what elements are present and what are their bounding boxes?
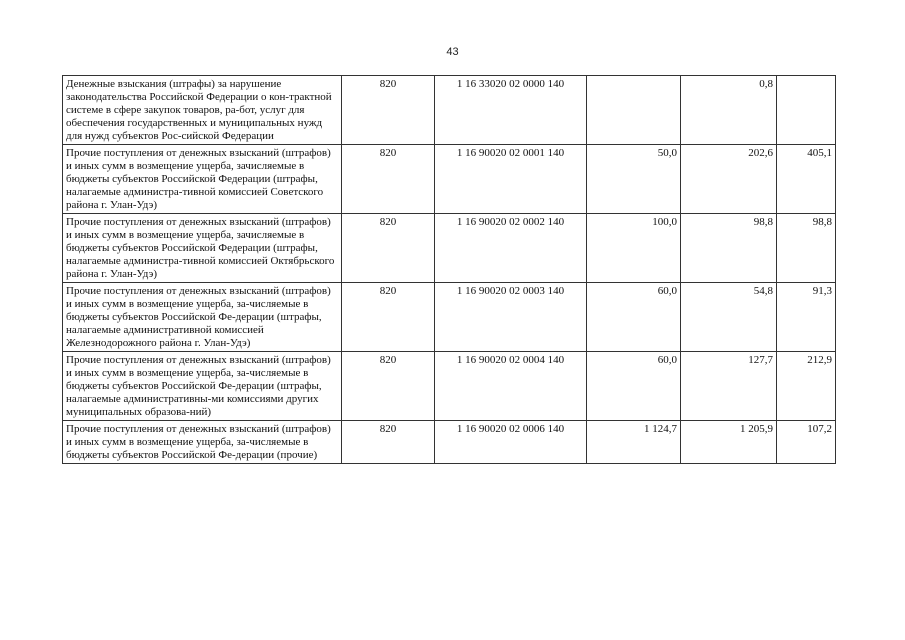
- table-row: [63, 352, 836, 421]
- budget-revenue-table: [62, 75, 836, 464]
- administrator-code-cell: 820: [342, 421, 435, 464]
- revenue-name-cell: Прочие поступления от денежных взысканий (штрафов) и иных сумм в возмещение ущерба, за-числяемые в бюджеты субъектов Российской Фе-дерации (штрафы, налагаемые административной комиссией Железнодорожного района г. Улан-Удэ): [63, 283, 342, 352]
- table-row: [63, 283, 836, 352]
- table-row: [63, 76, 836, 145]
- budget-classification-code-cell: 1 16 90020 02 0006 140: [435, 421, 587, 464]
- budget-classification-code-cell: 1 16 90020 02 0002 140: [435, 214, 587, 283]
- value-3-cell: 107,2: [777, 421, 836, 464]
- budget-classification-code-cell: 1 16 90020 02 0001 140: [435, 145, 587, 214]
- budget-classification-code-cell: 1 16 33020 02 0000 140: [435, 76, 587, 145]
- value-3-cell: 98,8: [777, 214, 836, 283]
- value-3-cell: 405,1: [777, 145, 836, 214]
- value-1-cell: 60,0: [587, 283, 681, 352]
- administrator-code-cell: 820: [342, 283, 435, 352]
- revenue-name-cell: Денежные взыскания (штрафы) за нарушение законодательства Российской Федерации о кон-трактной системе в сфере закупок товаров, ра-бот, услуг для обеспечения государственных и муниципальных нужд для нужд субъектов Рос-сийской Федерации: [63, 76, 342, 145]
- value-1-cell: 1 124,7: [587, 421, 681, 464]
- administrator-code-cell: 820: [342, 145, 435, 214]
- value-2-cell: 202,6: [681, 145, 777, 214]
- value-3-cell: 212,9: [777, 352, 836, 421]
- budget-classification-code-cell: 1 16 90020 02 0003 140: [435, 283, 587, 352]
- administrator-code-cell: 820: [342, 214, 435, 283]
- page-number: 43: [446, 46, 459, 58]
- value-2-cell: 54,8: [681, 283, 777, 352]
- administrator-code-cell: 820: [342, 352, 435, 421]
- value-1-cell: [587, 76, 681, 145]
- value-3-cell: 91,3: [777, 283, 836, 352]
- value-1-cell: 60,0: [587, 352, 681, 421]
- value-1-cell: 100,0: [587, 214, 681, 283]
- revenue-name-cell: Прочие поступления от денежных взысканий (штрафов) и иных сумм в возмещение ущерба, за-числяемые в бюджеты субъектов Российской Фе-дерации (штрафы, налагаемые административны-ми комиссиями других муниципальных образова-ний): [63, 352, 342, 421]
- table-row: [63, 214, 836, 283]
- revenue-name-cell: Прочие поступления от денежных взысканий (штрафов) и иных сумм в возмещение ущерба, за-числяемые в бюджеты субъектов Российской Фе-дерации (прочие): [63, 421, 342, 464]
- revenue-name-cell: Прочие поступления от денежных взысканий (штрафов) и иных сумм в возмещение ущерба, зачисляемые в бюджеты субъектов Российской Федерации (штрафы, налагаемые администра-тивной комиссией Советского района г. Улан-Удэ): [63, 145, 342, 214]
- value-2-cell: 98,8: [681, 214, 777, 283]
- value-1-cell: 50,0: [587, 145, 681, 214]
- table-row: [63, 145, 836, 214]
- value-3-cell: [777, 76, 836, 145]
- table-row: [63, 421, 836, 464]
- value-2-cell: 0,8: [681, 76, 777, 145]
- value-2-cell: 1 205,9: [681, 421, 777, 464]
- revenue-name-cell: Прочие поступления от денежных взысканий (штрафов) и иных сумм в возмещение ущерба, зачисляемые в бюджеты субъектов Российской Федерации (штрафы, налагаемые администра-тивной комиссией Октябрьского района г. Улан-Удэ): [63, 214, 342, 283]
- administrator-code-cell: 820: [342, 76, 435, 145]
- budget-classification-code-cell: 1 16 90020 02 0004 140: [435, 352, 587, 421]
- value-2-cell: 127,7: [681, 352, 777, 421]
